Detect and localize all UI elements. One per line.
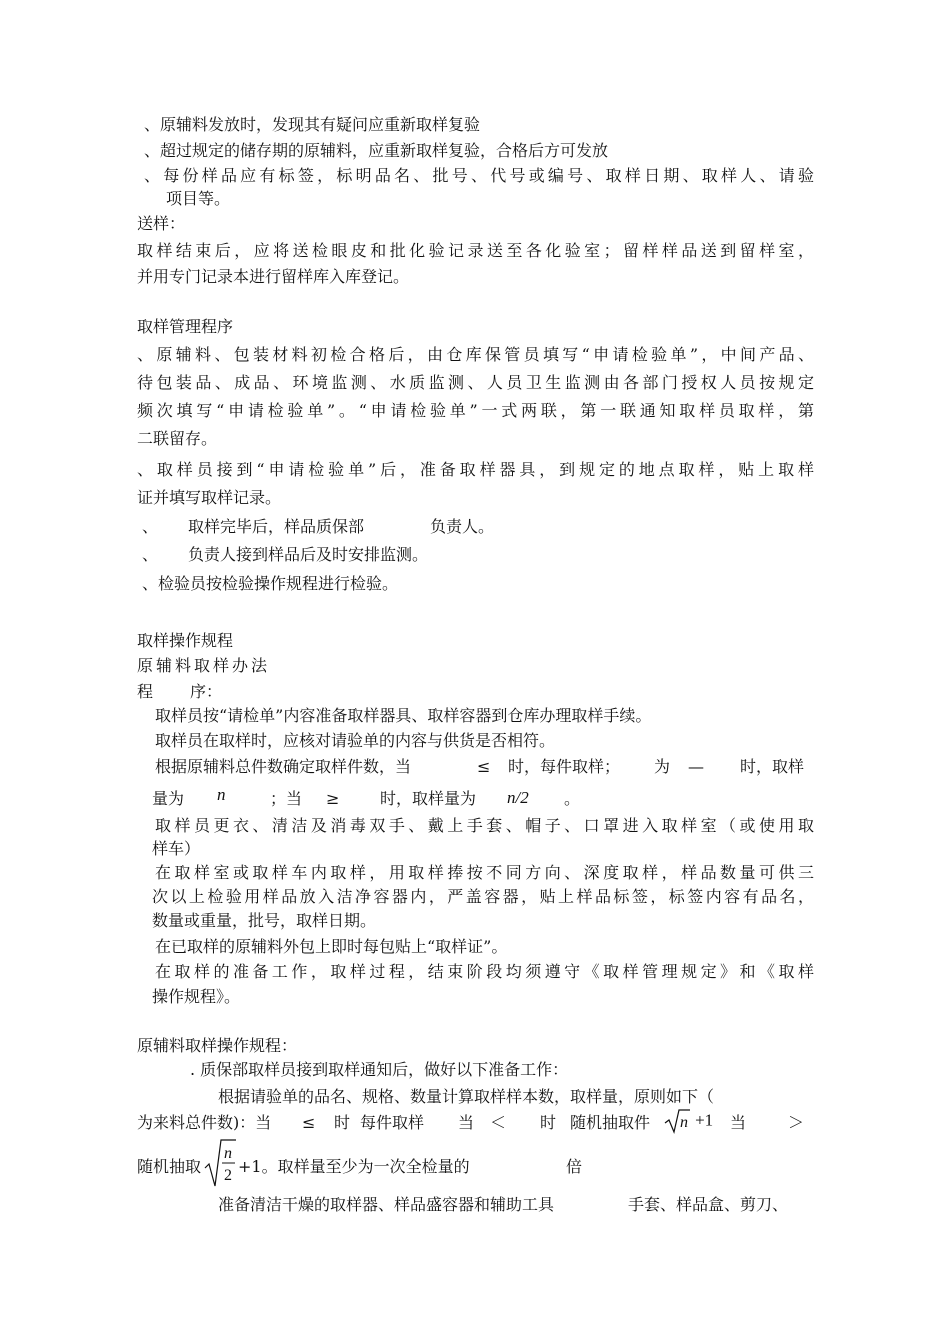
math-variable: n bbox=[217, 785, 226, 804]
text-line: 待包装品、成品、环境监测、水质监测、人员卫生监测由各部门授权人员按规定 bbox=[137, 373, 814, 392]
text-line: 当 bbox=[458, 1113, 475, 1132]
text-line: 为来料总件数)：当 bbox=[137, 1113, 272, 1132]
text-line: 倍 bbox=[566, 1157, 583, 1176]
sqrt-radicand: n bbox=[680, 1114, 688, 1131]
text-line: 并用专门记录本进行留样库入库登记。 bbox=[137, 267, 410, 286]
math-symbol: ≤ bbox=[302, 1113, 316, 1132]
text-line: 、原辅料、包装材料初检合格后，由仓库保管员填写“申请检验单”，中间产品、 bbox=[137, 345, 814, 364]
text-line: . 质保部取样员接到取样通知后，做好以下准备工作： bbox=[190, 1060, 569, 1079]
plus-one: +1 bbox=[695, 1110, 714, 1130]
text-line: 时 bbox=[334, 1113, 351, 1132]
math-expression: n/2 bbox=[507, 788, 529, 807]
text-line-marker: 、 bbox=[142, 545, 159, 564]
text-line: 取样员按“请检单”内容准备取样器具、取样容器到仓库办理取样手续。 bbox=[155, 706, 652, 725]
sqrt-n-over-2-expression bbox=[204, 1138, 236, 1188]
text-line: 证并填写取样记录。 bbox=[137, 488, 282, 507]
text-line: 在取样室或取样车内取样，用取样捧按不同方向、深度取样，样品数量可供三 bbox=[155, 863, 814, 882]
text-line: 频次填写“申请检验单”。“申请检验单”一式两联，第一联通知取样员取样，第 bbox=[137, 401, 814, 420]
text-line: 时，每件取样； bbox=[508, 757, 621, 776]
text-line: 量为 bbox=[152, 789, 185, 808]
text-line: 手套、样品盒、剪刀、 bbox=[628, 1195, 789, 1214]
subsection-label: 序： bbox=[190, 682, 223, 701]
text-line: 、每份样品应有标签，标明品名、批号、代号或编号、取样日期、取样人、请验 bbox=[144, 166, 814, 185]
text-line-marker: 、 bbox=[142, 517, 159, 536]
text-line: 操作规程》。 bbox=[152, 987, 241, 1006]
section-heading: 取样管理程序 bbox=[137, 317, 234, 336]
text-line: 项目等。 bbox=[166, 189, 231, 208]
math-symbol: — bbox=[688, 757, 704, 776]
text-line: 次以上检验用样品放入洁净容器内，严盖容器，贴上样品标签，标签内容有品名， bbox=[152, 887, 814, 906]
section-heading: 原辅料取样操作规程： bbox=[137, 1036, 298, 1055]
text-line: 每件取样 bbox=[360, 1113, 425, 1132]
sqrt-radical-icon bbox=[664, 1108, 690, 1134]
text-line: 、检验员按检验操作规程进行检验。 bbox=[142, 574, 399, 593]
fraction-denominator: 2 bbox=[224, 1167, 232, 1184]
text-line: 、取样员接到“申请检验单”后，准备取样器具，到规定的地点取样，贴上取样 bbox=[137, 460, 814, 479]
text-line: 。 bbox=[564, 789, 581, 808]
text-line: 随机抽取 bbox=[137, 1157, 202, 1176]
text-line: 负责人。 bbox=[430, 517, 495, 536]
text-line: 样车） bbox=[152, 839, 201, 858]
text-line: 根据原辅料总件数确定取样件数，当 bbox=[155, 757, 412, 776]
text-line: 二联留存。 bbox=[137, 429, 218, 448]
math-symbol: ≥ bbox=[326, 789, 340, 808]
text-line: 根据请验单的品名、规格、数量计算取样样本数，取样量，原则如下（ bbox=[218, 1087, 715, 1106]
text-line: 、超过规定的储存期的原辅料，应重新取样复验，合格后方可发放 bbox=[144, 141, 609, 160]
text-line: 取样结束后，应将送检眼皮和批化验记录送至各化验室；留样样品送到留样室， bbox=[137, 241, 814, 260]
text-line: 取样完毕后，样品质保部 bbox=[188, 517, 365, 536]
sqrt-fraction-icon bbox=[204, 1138, 236, 1188]
section-label: 送样： bbox=[137, 214, 186, 233]
section-heading: 取样操作规程 bbox=[137, 631, 234, 650]
text-line: +1。取样量至少为一次全检量的 bbox=[238, 1157, 470, 1176]
fraction-numerator: n bbox=[224, 1145, 232, 1162]
subsection-label: 程 bbox=[137, 682, 154, 701]
text-line: 准备清洁干燥的取样器、样品盛容器和辅助工具 bbox=[218, 1195, 555, 1214]
text-line: 数量或重量，批号，取样日期。 bbox=[152, 911, 377, 930]
text-line: 在取样的准备工作，取样过程，结束阶段均须遵守《取样管理规定》和《取样 bbox=[155, 962, 814, 981]
math-symbol: ＜ bbox=[490, 1113, 507, 1132]
text-line: 取样员在取样时，应核对请验单的内容与供货是否相符。 bbox=[155, 731, 556, 750]
math-symbol: ≤ bbox=[477, 757, 491, 776]
text-line: 随机抽取件 bbox=[570, 1113, 651, 1132]
text-line: 负责人接到样品后及时安排监测。 bbox=[188, 545, 429, 564]
text-line: 为 bbox=[654, 757, 671, 776]
math-symbol: ＞ bbox=[788, 1113, 805, 1132]
text-line: 、原辅料发放时，发现其有疑问应重新取样复验 bbox=[144, 115, 481, 134]
text-line: 时，取样量为 bbox=[380, 789, 477, 808]
sqrt-n-expression bbox=[664, 1108, 713, 1138]
text-line: 时，取样 bbox=[740, 757, 805, 776]
text-line: 时 bbox=[540, 1113, 557, 1132]
text-line: ；当 bbox=[270, 789, 303, 808]
text-line: 在已取样的原辅料外包上即时每包贴上“取样证”。 bbox=[155, 937, 508, 956]
text-line: 取样员更衣、清洁及消毒双手、戴上手套、帽子、口罩进入取样室（或使用取 bbox=[155, 816, 814, 835]
text-line: 当 bbox=[730, 1113, 747, 1132]
section-heading: 原辅料取样办法 bbox=[137, 656, 271, 675]
